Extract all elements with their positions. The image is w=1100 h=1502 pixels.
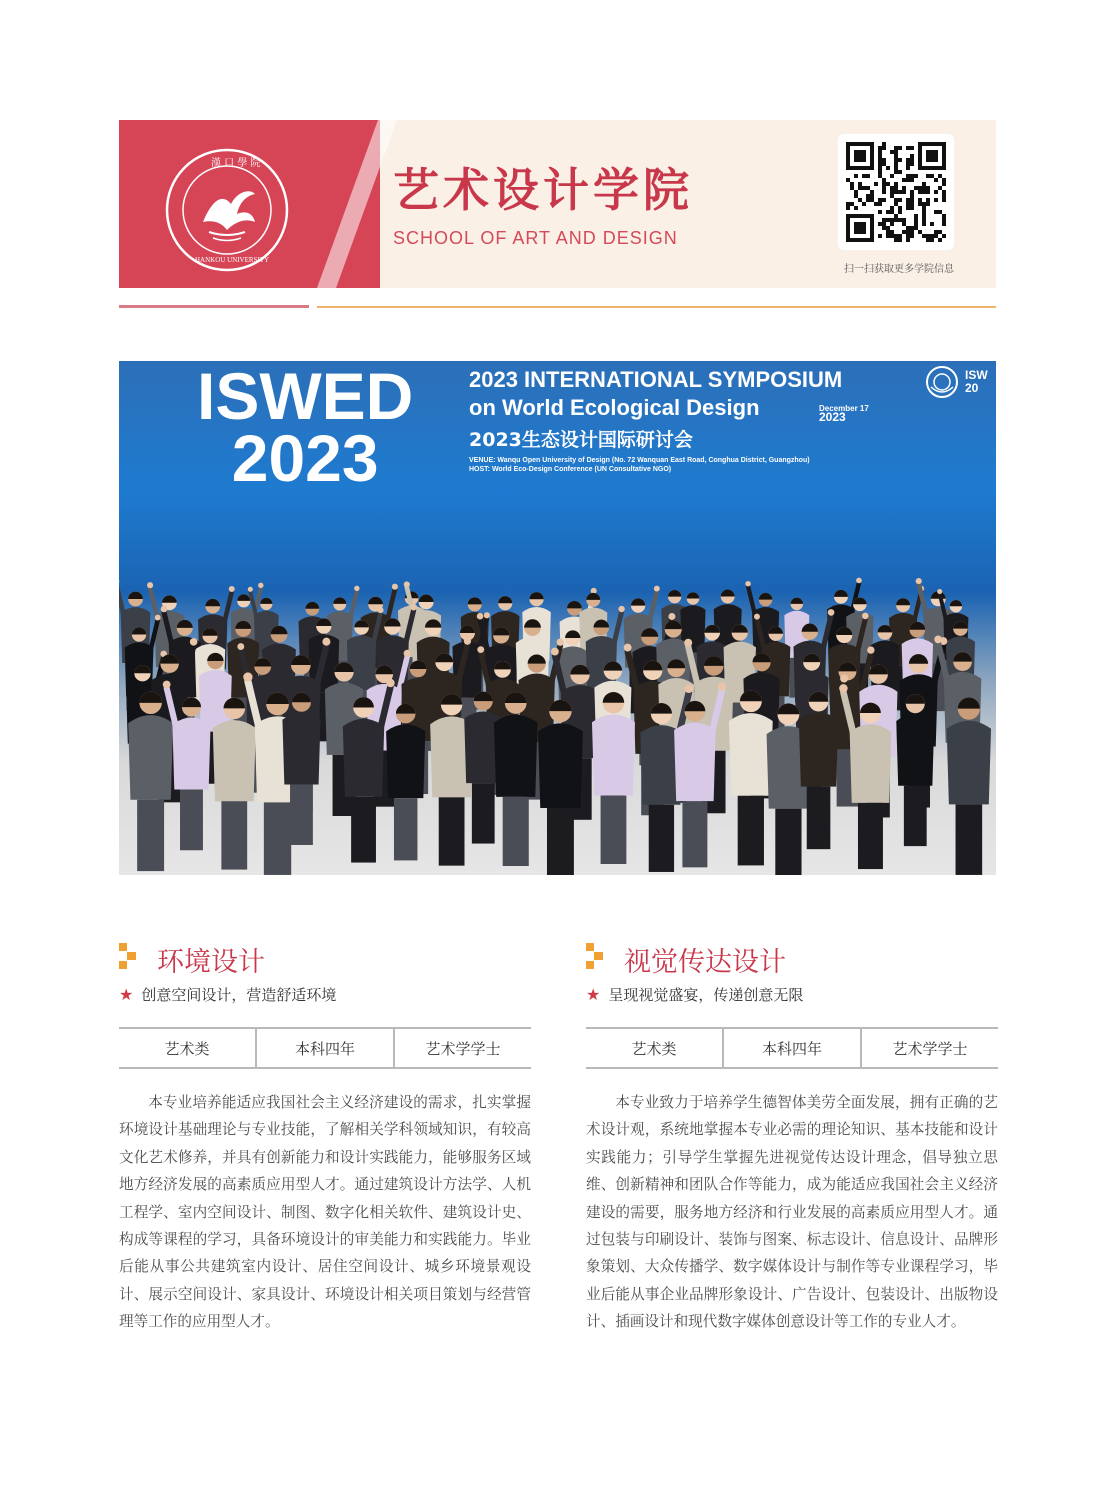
section-subtitle	[119, 984, 336, 1005]
qr-caption: 扫一扫获取更多学院信息	[844, 264, 954, 275]
svg-text:HANKOU UNIVERSITY: HANKOU UNIVERSITY	[195, 256, 270, 264]
star-icon: ★	[119, 985, 134, 1004]
section-title: 视觉传达设计	[624, 947, 786, 978]
section-bullet-icon	[119, 943, 141, 969]
header-rule-right	[317, 306, 996, 308]
banner-title-line2: on World Ecological Design	[469, 395, 760, 420]
banner-side-text-2: 20	[965, 381, 979, 395]
info-duration: 本科四年	[257, 1029, 395, 1067]
svg-text:漢 口 學 院: 漢 口 學 院	[211, 158, 261, 169]
banner-venue-host	[469, 456, 810, 474]
section-body: 本专业培养能适应我国社会主义经济建设的需求，扎实掌握环境设计基础理论与专业技能，了解相关学科领域知识，有较高文化艺术修养，并具有创新能力和设计实践能力，能够服务区域地方经济发展的高素质应用型人才。通过建筑设计方法学、人机工程学、室内空间设计、制图、数字化相关软件、建筑设计史、构成等课程的学习，具备环境设计的审美能力和实践能力。毕业后能从事公共建筑室内设计、居住空间设计、城乡环境景观设计、展示空间设计、家具设计、环境设计相关项目策划与经营管理等工作的应用型人才。	[119, 1094, 531, 1331]
section-title: 环境设计	[157, 947, 265, 978]
section-subtitle-text: 创意空间设计，营造舒适环境	[141, 986, 337, 1004]
section-body: 本专业致力于培养学生德智体美劳全面发展，拥有正确的艺术设计观，系统地掌握本专业必需的理论知识、基本技能和设计实践能力；引导学生掌握先进视觉传达设计理念，倡导独立思维、创新精神和团队合作等能力，成为能适应我国社会主义经济建设的需要，服务地方经济和行业发展的高素质应用型人才。通过包装与印刷设计、装饰与图案、标志设计、信息设计、品牌形象策划、大众传播学、数字媒体设计与制作等专业课程学习，毕业后能从事企业品牌形象设计、广告设计、包装设计、出版物设计、插画设计和现代数字媒体创意设计等工作的专业人才。	[586, 1094, 998, 1331]
info-duration: 本科四年	[724, 1029, 862, 1067]
banner-host: HOST: World Eco-Design Conference (UN Consultative NGO)	[469, 466, 672, 473]
banner-big-line1: ISWED	[197, 361, 414, 433]
banner-big-line2: 2023	[231, 421, 379, 495]
banner-title-cn: 2023生态设计国际研讨会	[469, 429, 693, 451]
banner-isWED-logo	[197, 361, 414, 495]
info-category: 艺术类	[586, 1029, 724, 1067]
qr-code[interactable]	[838, 134, 954, 250]
university-logo	[165, 148, 289, 272]
section-subtitle-text: 呈现视觉盛宴，传递创意无限	[608, 986, 804, 1004]
info-category: 艺术类	[119, 1029, 257, 1067]
section-info-row	[586, 1027, 998, 1069]
banner-date-year: 2023	[819, 410, 846, 424]
section-bullet-icon	[586, 943, 608, 969]
info-degree: 艺术学学士	[425, 1039, 501, 1058]
un-emblem-icon	[925, 365, 959, 399]
page-title: 艺术设计学院	[393, 163, 693, 217]
section-info-row	[119, 1027, 531, 1069]
banner-side-text	[965, 369, 988, 395]
group-photo	[119, 361, 996, 875]
banner-date	[819, 404, 869, 422]
banner-date-day: December 17	[819, 404, 869, 413]
page-subtitle-en: SCHOOL OF ART AND DESIGN	[393, 228, 678, 248]
section-subtitle	[586, 984, 803, 1005]
banner-title-line1: 2023 INTERNATIONAL SYMPOSIUM	[469, 367, 843, 392]
header-rule-left	[119, 305, 309, 308]
banner-venue: VENUE: Wanqu Open University of Design (No. 72 Wanquan East Road, Conghua District, Guangzhou)	[469, 457, 810, 464]
info-degree: 艺术学学士	[892, 1039, 968, 1058]
banner-side-text-1: ISW	[965, 368, 988, 382]
header-banner	[119, 120, 996, 288]
star-icon: ★	[586, 985, 601, 1004]
